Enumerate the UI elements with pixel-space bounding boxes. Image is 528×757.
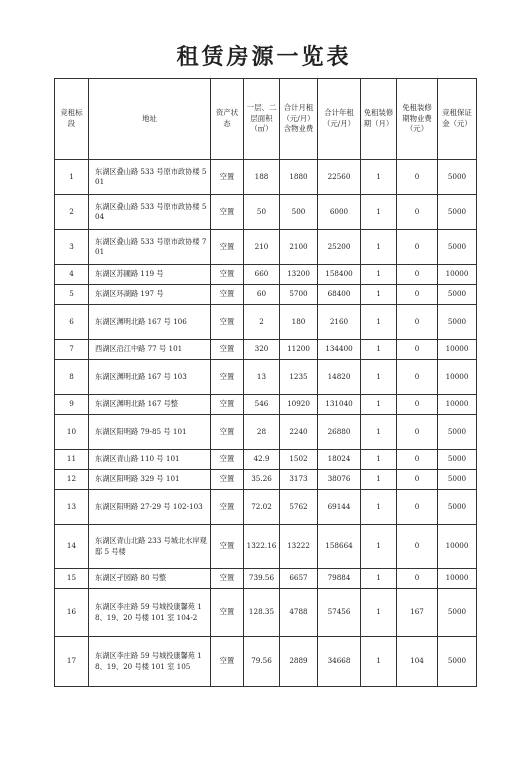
table-row [55,195,477,230]
area-cell: 128.35 [244,589,280,637]
address-cell: 东湖区苏圃路 119 号 [89,265,211,285]
table-row [55,589,477,637]
deposit-cell: 10000 [438,360,477,395]
table-row [55,265,477,285]
free-period-fee-cell: 0 [397,450,438,470]
area-cell: 2 [244,305,280,340]
area-cell: 28 [244,415,280,450]
row-number: 17 [55,637,89,687]
table-row [55,525,477,569]
address-cell: 西湖区沿江中路 77 号 101 [89,340,211,360]
status-cell: 空置 [211,285,244,305]
area-cell: 320 [244,340,280,360]
monthly-rent-cell: 2100 [280,230,318,265]
free-period-fee-cell: 0 [397,525,438,569]
free-period-cell: 1 [361,450,397,470]
free-period-cell: 1 [361,490,397,525]
col-header: 竞租保证金（元） [438,79,477,160]
free-period-cell: 1 [361,569,397,589]
monthly-rent-cell: 180 [280,305,318,340]
address-cell: 东湖区阳明路 27-29 号 102-103 [89,490,211,525]
deposit-cell: 5000 [438,160,477,195]
area-cell: 42.9 [244,450,280,470]
annual-rent-cell: 25200 [318,230,361,265]
annual-rent-cell: 34668 [318,637,361,687]
address-cell: 东湖区李庄路 59 号城投康馨苑 18、19、20 号楼 101 室 105 [89,637,211,687]
table-row [55,490,477,525]
status-cell: 空置 [211,340,244,360]
row-number: 10 [55,415,89,450]
deposit-cell: 5000 [438,589,477,637]
table-header-row [55,79,477,160]
deposit-cell: 5000 [438,470,477,490]
free-period-fee-cell: 0 [397,160,438,195]
deposit-cell: 5000 [438,637,477,687]
table-row [55,340,477,360]
annual-rent-cell: 68400 [318,285,361,305]
status-cell: 空置 [211,265,244,285]
table-row [55,450,477,470]
row-number: 6 [55,305,89,340]
address-cell: 东湖区渊明北路 167 号 103 [89,360,211,395]
free-period-fee-cell: 0 [397,490,438,525]
free-period-fee-cell: 0 [397,305,438,340]
status-cell: 空置 [211,160,244,195]
row-number: 4 [55,265,89,285]
address-cell: 东湖区阳明路 79-85 号 101 [89,415,211,450]
area-cell: 50 [244,195,280,230]
row-number: 1 [55,160,89,195]
row-number: 11 [55,450,89,470]
status-cell: 空置 [211,637,244,687]
monthly-rent-cell: 1235 [280,360,318,395]
annual-rent-cell: 79884 [318,569,361,589]
annual-rent-cell: 38076 [318,470,361,490]
col-header: 合计月租（元/月）含物业费 [280,79,318,160]
row-number: 13 [55,490,89,525]
row-number: 12 [55,470,89,490]
annual-rent-cell: 22560 [318,160,361,195]
deposit-cell: 5000 [438,195,477,230]
address-cell: 东湖区李庄路 59 号城投康馨苑 18、19、20 号楼 101 室 104-2 [89,589,211,637]
free-period-cell: 1 [361,395,397,415]
table-row [55,569,477,589]
annual-rent-cell: 14820 [318,360,361,395]
free-period-cell: 1 [361,195,397,230]
annual-rent-cell: 158664 [318,525,361,569]
status-cell: 空置 [211,450,244,470]
row-number: 5 [55,285,89,305]
status-cell: 空置 [211,415,244,450]
free-period-cell: 1 [361,340,397,360]
area-cell: 60 [244,285,280,305]
free-period-fee-cell: 0 [397,569,438,589]
free-period-fee-cell: 0 [397,360,438,395]
monthly-rent-cell: 4788 [280,589,318,637]
table-row [55,470,477,490]
table-row [55,285,477,305]
col-header: 地址 [89,79,211,160]
free-period-cell: 1 [361,265,397,285]
table-row [55,415,477,450]
address-cell: 东湖区渊明北路 167 号整 [89,395,211,415]
col-header: 资产状态 [211,79,244,160]
free-period-fee-cell: 0 [397,395,438,415]
address-cell: 东湖区叠山路 533 号原市政协楼 501 [89,160,211,195]
monthly-rent-cell: 13222 [280,525,318,569]
monthly-rent-cell: 3173 [280,470,318,490]
row-number: 7 [55,340,89,360]
monthly-rent-cell: 2240 [280,415,318,450]
annual-rent-cell: 158400 [318,265,361,285]
table-row [55,160,477,195]
area-cell: 546 [244,395,280,415]
address-cell: 东湖区青山路 110 号 101 [89,450,211,470]
rental-table [54,78,477,687]
address-cell: 东湖区叠山路 533 号原市政协楼 701 [89,230,211,265]
deposit-cell: 10000 [438,265,477,285]
free-period-cell: 1 [361,305,397,340]
table-row [55,637,477,687]
status-cell: 空置 [211,569,244,589]
free-period-fee-cell: 0 [397,340,438,360]
status-cell: 空置 [211,589,244,637]
table-row [55,395,477,415]
monthly-rent-cell: 10920 [280,395,318,415]
status-cell: 空置 [211,525,244,569]
annual-rent-cell: 26880 [318,415,361,450]
free-period-fee-cell: 104 [397,637,438,687]
free-period-fee-cell: 0 [397,230,438,265]
annual-rent-cell: 131040 [318,395,361,415]
col-header: 一层、二层面积（㎡） [244,79,280,160]
area-cell: 1322.16 [244,525,280,569]
row-number: 9 [55,395,89,415]
deposit-cell: 10000 [438,569,477,589]
free-period-fee-cell: 0 [397,470,438,490]
monthly-rent-cell: 11200 [280,340,318,360]
annual-rent-cell: 6000 [318,195,361,230]
row-number: 16 [55,589,89,637]
monthly-rent-cell: 500 [280,195,318,230]
status-cell: 空置 [211,395,244,415]
deposit-cell: 5000 [438,490,477,525]
address-cell: 东湖区青山北路 233 号城北水岸观邸 5 号楼 [89,525,211,569]
address-cell: 东湖区环湖路 197 号 [89,285,211,305]
deposit-cell: 5000 [438,305,477,340]
area-cell: 660 [244,265,280,285]
deposit-cell: 10000 [438,525,477,569]
free-period-fee-cell: 167 [397,589,438,637]
free-period-fee-cell: 0 [397,285,438,305]
free-period-cell: 1 [361,360,397,395]
status-cell: 空置 [211,230,244,265]
deposit-cell: 5000 [438,450,477,470]
free-period-cell: 1 [361,285,397,305]
area-cell: 35.26 [244,470,280,490]
deposit-cell: 10000 [438,395,477,415]
document-title: 租赁房源一览表 [176,45,352,70]
row-number: 3 [55,230,89,265]
table-row [55,230,477,265]
annual-rent-cell: 2160 [318,305,361,340]
status-cell: 空置 [211,360,244,395]
monthly-rent-cell: 13200 [280,265,318,285]
free-period-cell: 1 [361,589,397,637]
free-period-cell: 1 [361,470,397,490]
deposit-cell: 5000 [438,230,477,265]
row-number: 8 [55,360,89,395]
address-cell: 东湖区渊明北路 167 号 106 [89,305,211,340]
deposit-cell: 5000 [438,415,477,450]
status-cell: 空置 [211,490,244,525]
annual-rent-cell: 69144 [318,490,361,525]
monthly-rent-cell: 1880 [280,160,318,195]
free-period-cell: 1 [361,525,397,569]
annual-rent-cell: 134400 [318,340,361,360]
table-body [55,160,477,687]
monthly-rent-cell: 2889 [280,637,318,687]
area-cell: 79.56 [244,637,280,687]
table-row [55,305,477,340]
area-cell: 739.56 [244,569,280,589]
col-header: 竞租标段 [55,79,89,160]
free-period-cell: 1 [361,160,397,195]
area-cell: 210 [244,230,280,265]
status-cell: 空置 [211,305,244,340]
status-cell: 空置 [211,470,244,490]
address-cell: 东湖区孑园路 80 号整 [89,569,211,589]
status-cell: 空置 [211,195,244,230]
area-cell: 72.02 [244,490,280,525]
address-cell: 东湖区阳明路 329 号 101 [89,470,211,490]
area-cell: 188 [244,160,280,195]
deposit-cell: 5000 [438,285,477,305]
free-period-cell: 1 [361,230,397,265]
deposit-cell: 10000 [438,340,477,360]
row-number: 2 [55,195,89,230]
address-cell: 东湖区叠山路 533 号原市政协楼 504 [89,195,211,230]
free-period-fee-cell: 0 [397,195,438,230]
col-header: 合计年租（元/月） [318,79,361,160]
table-row [55,360,477,395]
annual-rent-cell: 57456 [318,589,361,637]
free-period-fee-cell: 0 [397,265,438,285]
free-period-cell: 1 [361,415,397,450]
annual-rent-cell: 18024 [318,450,361,470]
area-cell: 13 [244,360,280,395]
row-number: 14 [55,525,89,569]
col-header: 免租装修期（月） [361,79,397,160]
monthly-rent-cell: 5762 [280,490,318,525]
row-number: 15 [55,569,89,589]
free-period-fee-cell: 0 [397,415,438,450]
col-header: 免租装修期物业费（元） [397,79,438,160]
monthly-rent-cell: 6657 [280,569,318,589]
monthly-rent-cell: 5700 [280,285,318,305]
monthly-rent-cell: 1502 [280,450,318,470]
free-period-cell: 1 [361,637,397,687]
